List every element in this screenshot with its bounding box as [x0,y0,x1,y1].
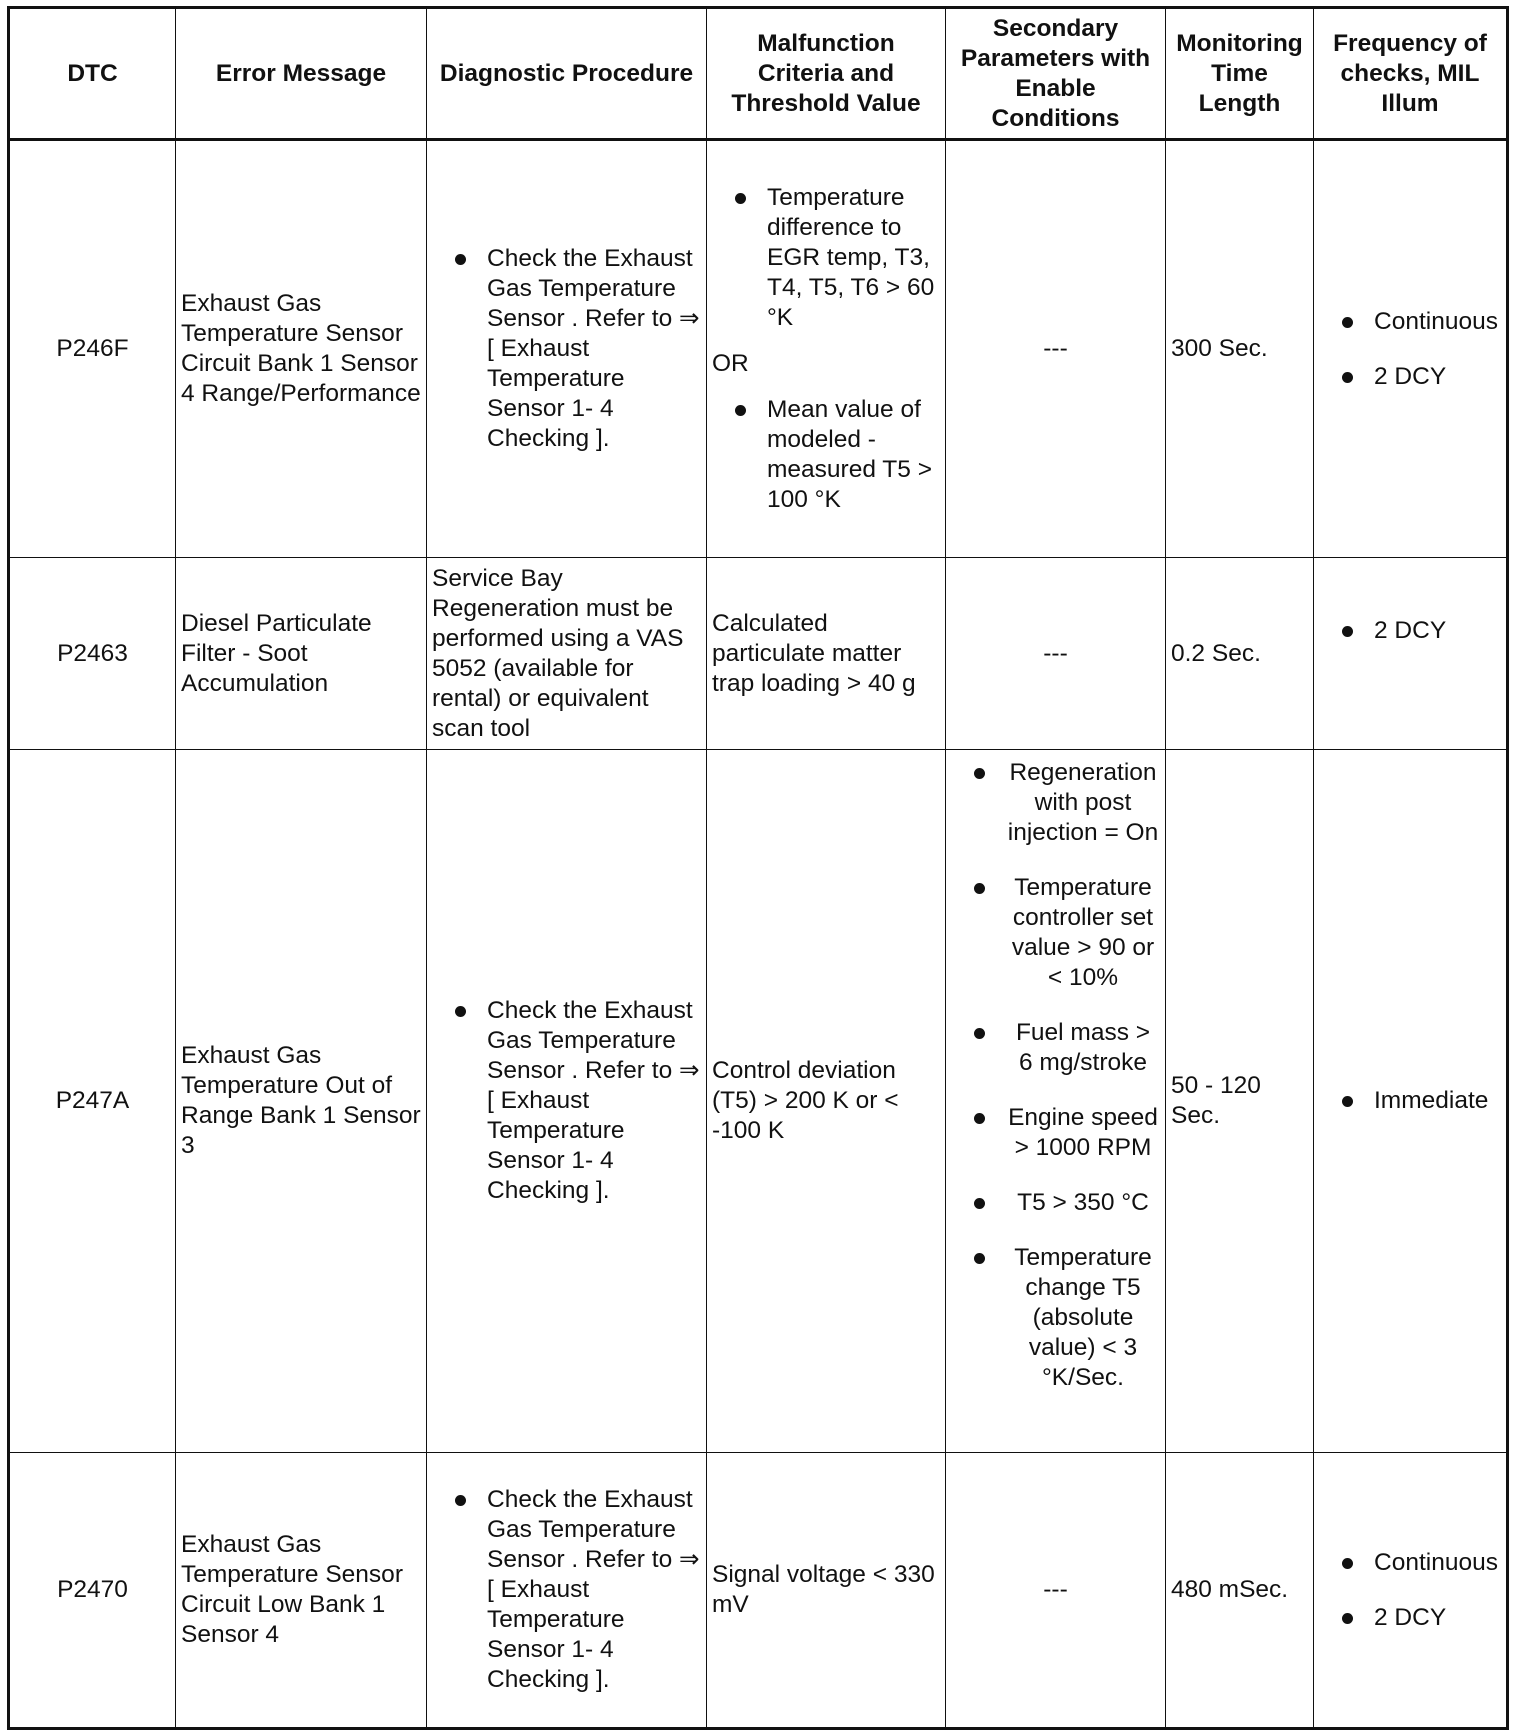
monitoring-time: 300 Sec. [1166,140,1314,558]
frequency-list [1319,1086,1501,1116]
table-row [9,140,1508,558]
frequency-item: Continuous [1319,307,1501,337]
frequency-list [1319,616,1501,646]
malfunction-criteria: Signal voltage < 330 mV [707,1453,946,1729]
secondary-item: Regeneration with post injection = On [951,758,1160,848]
monitoring-time: 480 mSec. [1166,1453,1314,1729]
header-dtc: DTC [9,8,176,140]
frequency-item: 2 DCY [1319,616,1501,646]
criteria-item: Temperature difference to EGR temp, T3, T4, T5, T6 > 60 °K [712,183,940,333]
diagnostic-procedure [427,140,707,558]
header-monitoring-time: Monitoring Time Length [1166,8,1314,140]
header-diagnostic-procedure: Diagnostic Procedure [427,8,707,140]
table-row [9,558,1508,750]
frequency [1314,1453,1508,1729]
malfunction-criteria: Calculated particulate matter trap loading > 40 g [707,558,946,750]
criteria-list [712,395,940,515]
frequency-list [1319,307,1501,392]
procedure-item: Check the Exhaust Gas Temperature Sensor . Refer to ⇒ [ Exhaust Temperature Sensor 1- 4 Checking ]. [432,1485,701,1695]
table-row [9,1453,1508,1729]
frequency [1314,558,1508,750]
secondary-item: T5 > 350 °C [951,1188,1160,1218]
criteria-item: Mean value of modeled - measured T5 > 100 °K [712,395,940,515]
header-secondary-parameters: Secondary Parameters with Enable Conditions [946,8,1166,140]
frequency-item: Continuous [1319,1548,1501,1578]
criteria-list [712,183,940,333]
diagnostic-procedure [427,750,707,1453]
malfunction-criteria [707,140,946,558]
malfunction-criteria: Control deviation (T5) > 200 K or < -100 K [707,750,946,1453]
dtc-table [7,6,1509,1730]
secondary-parameters: --- [946,558,1166,750]
header-error-message: Error Message [176,8,427,140]
header-row [9,8,1508,140]
dtc-code: P2463 [9,558,176,750]
monitoring-time: 50 - 120 Sec. [1166,750,1314,1453]
frequency-item: 2 DCY [1319,362,1501,392]
secondary-parameters: --- [946,140,1166,558]
procedure-list [432,1485,701,1695]
diagnostic-procedure [427,1453,707,1729]
frequency-list [1319,1548,1501,1633]
dtc-code: P246F [9,140,176,558]
dtc-code: P247A [9,750,176,1453]
error-message: Exhaust Gas Temperature Sensor Circuit Low Bank 1 Sensor 4 [176,1453,427,1729]
diagnostic-procedure: Service Bay Regeneration must be performed using a VAS 5052 (available for rental) or equivalent scan tool [427,558,707,750]
secondary-item: Temperature change T5 (absolute value) < 3 °K/Sec. [951,1243,1160,1393]
secondary-parameters [946,750,1166,1453]
error-message: Exhaust Gas Temperature Out of Range Bank 1 Sensor 3 [176,750,427,1453]
secondary-item: Fuel mass > 6 mg/stroke [951,1018,1160,1078]
frequency-item: Immediate [1319,1086,1501,1116]
secondary-item: Temperature controller set value > 90 or < 10% [951,873,1160,993]
frequency-item: 2 DCY [1319,1603,1501,1633]
frequency [1314,750,1508,1453]
table-row [9,750,1508,1453]
procedure-item: Check the Exhaust Gas Temperature Sensor . Refer to ⇒ [ Exhaust Temperature Sensor 1- 4 Checking ]. [432,996,701,1206]
frequency [1314,140,1508,558]
dtc-code: P2470 [9,1453,176,1729]
procedure-list [432,244,701,454]
secondary-parameters: --- [946,1453,1166,1729]
secondary-item: Engine speed > 1000 RPM [951,1103,1160,1163]
procedure-list [432,996,701,1206]
error-message: Exhaust Gas Temperature Sensor Circuit Bank 1 Sensor 4 Range/Performance [176,140,427,558]
criteria-or: OR [712,350,749,377]
error-message: Diesel Particulate Filter - Soot Accumulation [176,558,427,750]
procedure-item: Check the Exhaust Gas Temperature Sensor . Refer to ⇒ [ Exhaust Temperature Sensor 1- 4 Checking ]. [432,244,701,454]
header-malfunction-criteria: Malfunction Criteria and Threshold Value [707,8,946,140]
secondary-list [951,758,1160,1393]
monitoring-time: 0.2 Sec. [1166,558,1314,750]
header-frequency: Frequency of checks, MIL Illum [1314,8,1508,140]
